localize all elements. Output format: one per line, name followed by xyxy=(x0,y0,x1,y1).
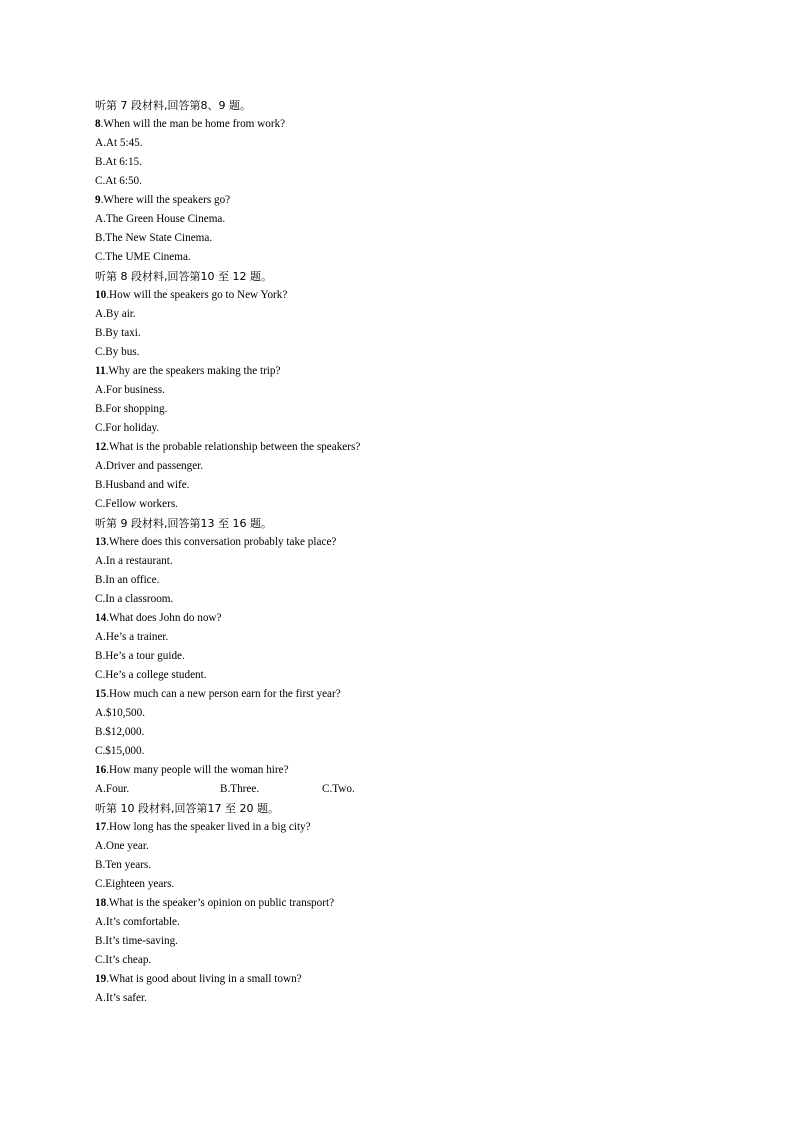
document-body xyxy=(95,96,715,1008)
question-text: .Why are the speakers making the trip? xyxy=(105,365,281,377)
question-text: .When will the man be home from work? xyxy=(100,118,286,130)
answer-option: A.$10,500. xyxy=(95,707,146,719)
section-heading: 听第 10 段材料,回答第17 至 20 题。 xyxy=(95,802,279,815)
answer-option: C.Two. xyxy=(322,783,355,795)
answer-option: C.At 6:50. xyxy=(95,175,142,187)
answer-option: B.$12,000. xyxy=(95,726,145,738)
answer-option: B.By taxi. xyxy=(95,327,141,339)
question-text: .What is good about living in a small town? xyxy=(106,973,302,985)
answer-option: B.At 6:15. xyxy=(95,156,142,168)
question-number: 8 xyxy=(95,118,101,130)
question-text: .Where does this conversation probably take place? xyxy=(106,536,337,548)
question-text: .How long has the speaker lived in a big city? xyxy=(106,821,311,833)
answer-option: A.One year. xyxy=(95,840,149,852)
answer-option: A.It’s comfortable. xyxy=(95,916,180,928)
answer-option: A.Driver and passenger. xyxy=(95,460,204,472)
question-number: 14 xyxy=(95,612,107,624)
answer-option: B.For shopping. xyxy=(95,403,168,415)
answer-option: B.Three. xyxy=(220,783,260,795)
question-text: .What does John do now? xyxy=(106,612,222,624)
question-18 xyxy=(95,894,715,913)
answer-option: C.Eighteen years. xyxy=(95,878,175,890)
answer-option: B.Ten years. xyxy=(95,859,152,871)
answer-option: C.Fellow workers. xyxy=(95,498,178,510)
answer-option: B.The New State Cinema. xyxy=(95,232,213,244)
answer-option: B.In an office. xyxy=(95,574,160,586)
section-heading: 听第 7 段材料,回答第8、9 题。 xyxy=(95,99,251,112)
answer-option: C.For holiday. xyxy=(95,422,160,434)
answer-option: C.In a classroom. xyxy=(95,593,174,605)
answer-option: A.The Green House Cinema. xyxy=(95,213,226,225)
question-text: .What is the probable relationship between the speakers? xyxy=(106,441,361,453)
question-text: .How much can a new person earn for the first year? xyxy=(106,688,341,700)
answer-option: C.By bus. xyxy=(95,346,140,358)
section-heading: 听第 8 段材料,回答第10 至 12 题。 xyxy=(95,270,272,283)
answer-option: B.Husband and wife. xyxy=(95,479,190,491)
answer-option: A.In a restaurant. xyxy=(95,555,173,567)
question-14 xyxy=(95,609,715,628)
answer-option: A.It’s safer. xyxy=(95,992,147,1004)
question-number: 15 xyxy=(95,688,107,700)
question-15 xyxy=(95,685,715,704)
question-number: 17 xyxy=(95,821,107,833)
question-number: 16 xyxy=(95,764,107,776)
question-text: .How will the speakers go to New York? xyxy=(106,289,288,301)
question-number: 19 xyxy=(95,973,107,985)
question-13 xyxy=(95,533,715,552)
answer-option: B.He’s a tour guide. xyxy=(95,650,185,662)
answer-option: A.He’s a trainer. xyxy=(95,631,169,643)
answer-option: A.By air. xyxy=(95,308,136,320)
question-text: .What is the speaker’s opinion on public transport? xyxy=(106,897,335,909)
question-number: 11 xyxy=(95,365,106,377)
question-16 xyxy=(95,761,715,780)
question-number: 10 xyxy=(95,289,107,301)
question-8 xyxy=(95,115,715,134)
question-17 xyxy=(95,818,715,837)
answer-option: C.The UME Cinema. xyxy=(95,251,191,263)
question-number: 13 xyxy=(95,536,107,548)
question-text: .How many people will the woman hire? xyxy=(106,764,289,776)
question-9 xyxy=(95,191,715,210)
answer-option: C.He’s a college student. xyxy=(95,669,207,681)
question-number: 18 xyxy=(95,897,107,909)
options-row xyxy=(95,780,715,799)
answer-option: A.At 5:45. xyxy=(95,137,143,149)
question-number: 9 xyxy=(95,194,101,206)
answer-option: A.For business. xyxy=(95,384,165,396)
section-heading: 听第 9 段材料,回答第13 至 16 题。 xyxy=(95,517,272,530)
question-11 xyxy=(95,362,715,381)
question-19 xyxy=(95,970,715,989)
answer-option: A.Four. xyxy=(95,783,130,795)
question-12 xyxy=(95,438,715,457)
answer-option: C.$15,000. xyxy=(95,745,145,757)
answer-option: C.It’s cheap. xyxy=(95,954,152,966)
question-text: .Where will the speakers go? xyxy=(100,194,231,206)
answer-option: B.It’s time-saving. xyxy=(95,935,178,947)
question-number: 12 xyxy=(95,441,107,453)
question-10 xyxy=(95,286,715,305)
